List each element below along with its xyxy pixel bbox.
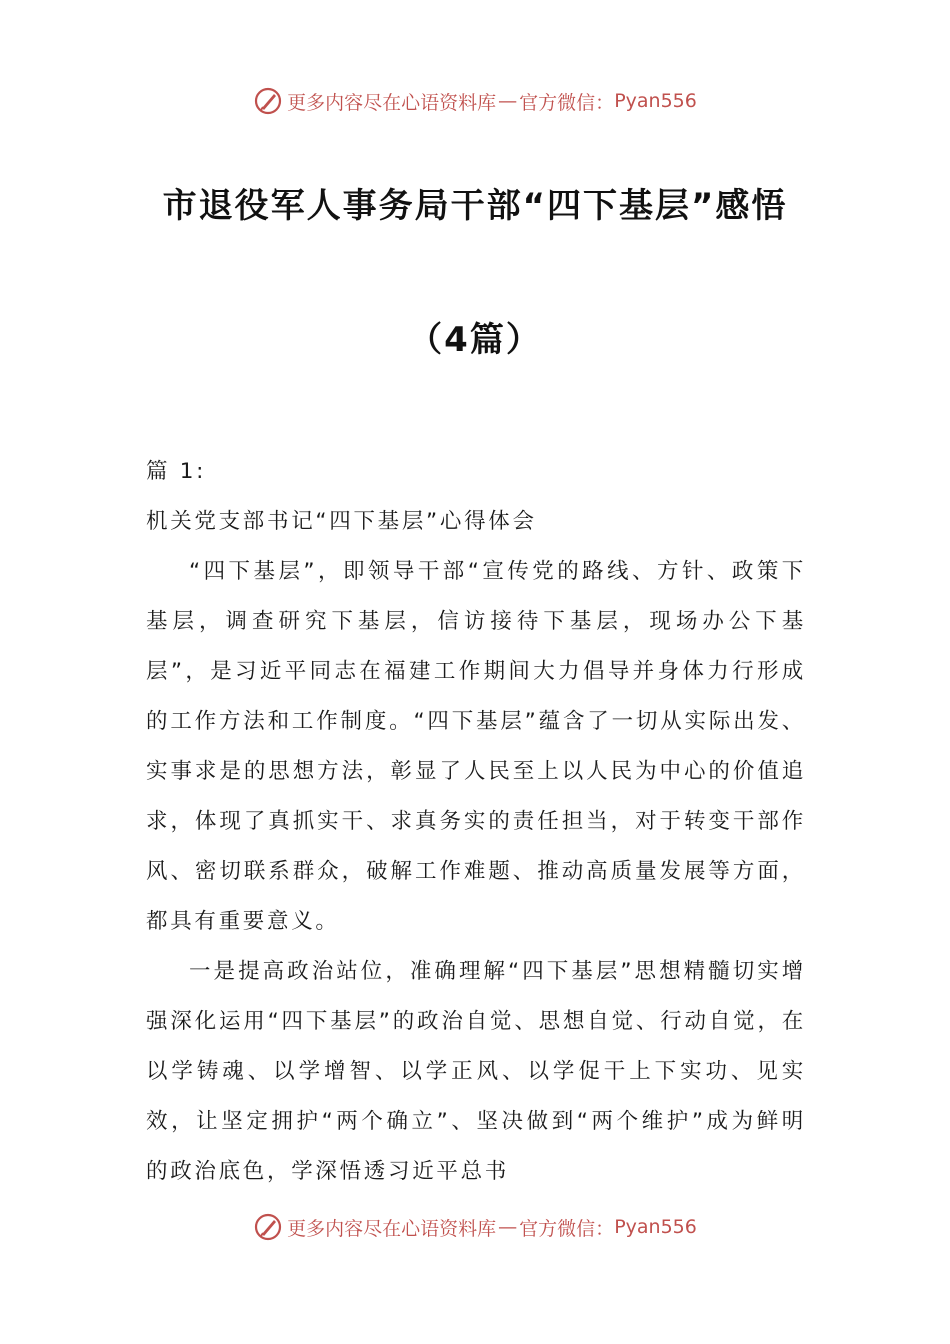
watermark-banner-top [0,86,950,116]
document-body [146,447,806,1197]
watermark-wechat-id: Pyan556 [614,1216,697,1238]
watermark-separator: — [498,1216,518,1238]
quill-logo-icon [253,1212,283,1242]
section-subtitle: 机关党支部书记“四下基层”心得体会 [146,509,537,534]
body-paragraph: 一是提高政治站位，准确理解“四下基层”思想精髓切实增强深化运用“四下基层”的政治自觉、思想自觉、行动自觉，在以学铸魂、以学增智、以学正风、以学促干上下实功、见实效，让坚定拥护“两个确立”、坚决做到“两个维护”成为鲜明的政治底色，学深悟透习近平总书 [146,959,806,1184]
body-paragraph: “四下基层”，即领导干部“宣传党的路线、方针、政策下基层，调查研究下基层，信访接待下基层，现场办公下基层”，是习近平同志在福建工作期间大力倡导并身体力行形成的工作方法和工作制度。“四下基层”蕴含了一切从实际出发、实事求是的思想方法，彰显了人民至上以人民为中心的价值追求，体现了真抓实干、求真务实的责任担当，对于转变干部作风、密切联系群众，破解工作难题、推动高质量发展等方面，都具有重要意义。 [146,559,806,934]
watermark-official-label: 官方微信： [519,91,615,114]
watermark-wechat-id: Pyan556 [614,90,697,112]
watermark-text: 更多内容尽在心语资料库 [287,91,497,114]
document-title: 市退役军人事务局干部“四下基层”感悟 [162,186,788,226]
watermark-text: 更多内容尽在心语资料库 [287,1217,497,1240]
section-label: 篇 1: [146,459,207,484]
watermark-official-label: 官方微信： [519,1217,615,1240]
watermark-separator: — [498,90,518,112]
document-title-count: （4篇） [408,320,542,360]
watermark-banner-bottom [0,1212,950,1242]
quill-logo-icon [253,86,283,116]
